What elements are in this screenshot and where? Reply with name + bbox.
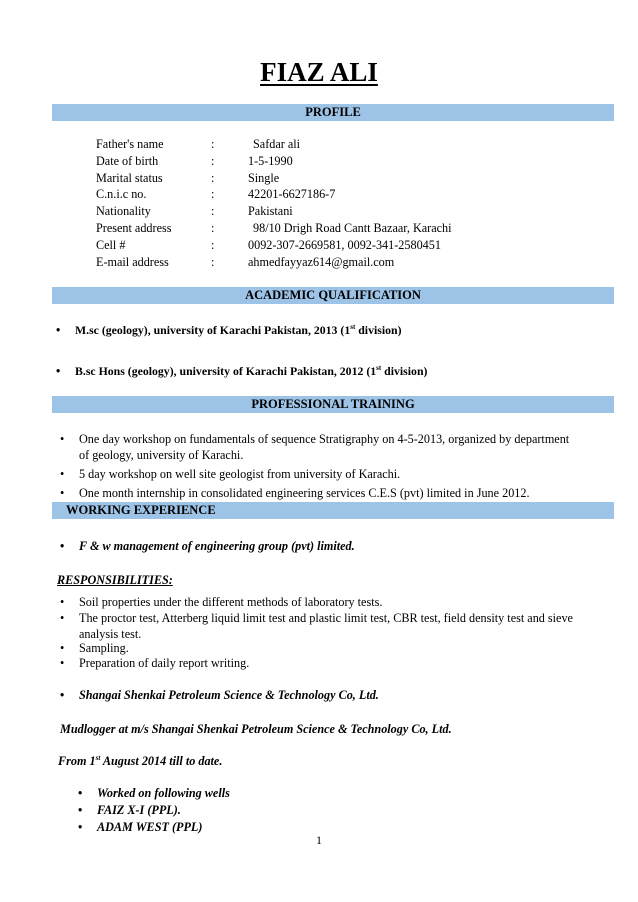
academic-sup: st (376, 364, 382, 373)
profile-colon: : (211, 204, 215, 218)
profile-label: Marital status (96, 171, 163, 185)
profile-colon: : (211, 154, 215, 168)
profile-label: Date of birth (96, 154, 159, 168)
profile-value: ahmedfayyaz614@gmail.com (248, 255, 395, 269)
profile-value: 42201-6627186-7 (248, 187, 336, 201)
academic-text: M.sc (geology), university of Karachi Pakistan, 2013 (1 (75, 323, 351, 337)
academic-text-end: division) (355, 323, 402, 337)
page-number: 1 (316, 833, 322, 847)
section-header-training: PROFESSIONAL TRAINING (52, 396, 614, 413)
bullet-icon: • (56, 364, 61, 378)
section-header-profile: PROFILE (52, 104, 614, 121)
profile-colon: : (211, 137, 215, 151)
profile-value: Pakistani (248, 204, 293, 218)
job-duration (58, 753, 222, 769)
responsibility-text: Preparation of daily report writing. (79, 656, 250, 670)
duration-text-end: August 2014 till to date. (100, 754, 223, 768)
training-text: 5 day workshop on well site geologist from university of Karachi. (79, 467, 401, 481)
profile-value: 98/10 Drigh Road Cantt Bazaar, Karachi (253, 221, 452, 235)
profile-value: 0092-307-2669581, 0092-341-2580451 (248, 238, 441, 252)
academic-sup: st (350, 323, 356, 332)
profile-colon: : (211, 187, 215, 201)
responsibility-text-line1: The proctor test, Atterberg liquid limit test and plastic limit test, CBR test, field density test and sieve (79, 611, 573, 625)
bullet-icon: • (60, 467, 65, 481)
profile-value: Single (248, 171, 280, 185)
profile-label: Nationality (96, 204, 151, 218)
bullet-icon: • (60, 539, 65, 553)
bullet-icon: • (60, 486, 65, 500)
profile-label: Present address (96, 221, 172, 235)
well-name: ADAM WEST (PPL) (97, 820, 203, 834)
profile-label: C.n.i.c no. (96, 187, 147, 201)
bullet-icon: • (60, 595, 65, 609)
profile-label: E-mail address (96, 255, 169, 269)
well-name: FAIZ X-I (PPL). (97, 803, 181, 817)
duration-text: From 1 (58, 754, 96, 768)
bullet-icon: • (60, 432, 65, 446)
training-text: One month internship in consolidated engineering services C.E.S (pvt) limited in June 2012. (79, 486, 530, 500)
responsibility-text: Soil properties under the different methods of laboratory tests. (79, 595, 383, 609)
duration-sup: st (95, 753, 101, 762)
section-header-experience: WORKING EXPERIENCE (52, 502, 614, 519)
bullet-icon: • (78, 820, 83, 834)
profile-label: Cell # (96, 238, 126, 252)
bullet-icon: • (60, 641, 65, 655)
profile-value: Safdar ali (253, 137, 301, 151)
section-header-academic: ACADEMIC QUALIFICATION (52, 287, 614, 304)
profile-colon: : (211, 238, 215, 252)
bullet-icon: • (56, 323, 61, 337)
profile-colon: : (211, 255, 215, 269)
profile-colon: : (211, 171, 215, 185)
bullet-icon: • (78, 786, 83, 800)
job-role: Mudlogger at m/s Shangai Shenkai Petroleum Science & Technology Co, Ltd. (60, 722, 452, 736)
bullet-icon: • (78, 803, 83, 817)
profile-label: Father's name (96, 137, 164, 151)
responsibility-text-line2: analysis test. (79, 627, 142, 641)
candidate-name: FIAZ ALI (260, 57, 378, 87)
bullet-icon: • (60, 688, 65, 702)
wells-title: Worked on following wells (97, 786, 230, 800)
bullet-icon: • (60, 611, 65, 625)
training-text-line1: One day workshop on fundamentals of sequence Stratigraphy on 4-5-2013, organized by department (79, 432, 570, 446)
company-name: F & w management of engineering group (pvt) limited. (79, 539, 355, 553)
responsibilities-heading: RESPONSIBILITIES: (57, 573, 173, 587)
responsibility-text: Sampling. (79, 641, 129, 655)
bullet-icon: • (60, 656, 65, 670)
training-text-line2: of geology, university of Karachi. (79, 448, 244, 462)
company-name: Shangai Shenkai Petroleum Science & Technology Co, Ltd. (79, 688, 379, 702)
profile-value: 1-5-1990 (248, 154, 293, 168)
profile-colon: : (211, 221, 215, 235)
academic-text-end: division) (381, 364, 428, 378)
academic-text: B.sc Hons (geology), university of Karachi Pakistan, 2012 (1 (75, 364, 377, 378)
